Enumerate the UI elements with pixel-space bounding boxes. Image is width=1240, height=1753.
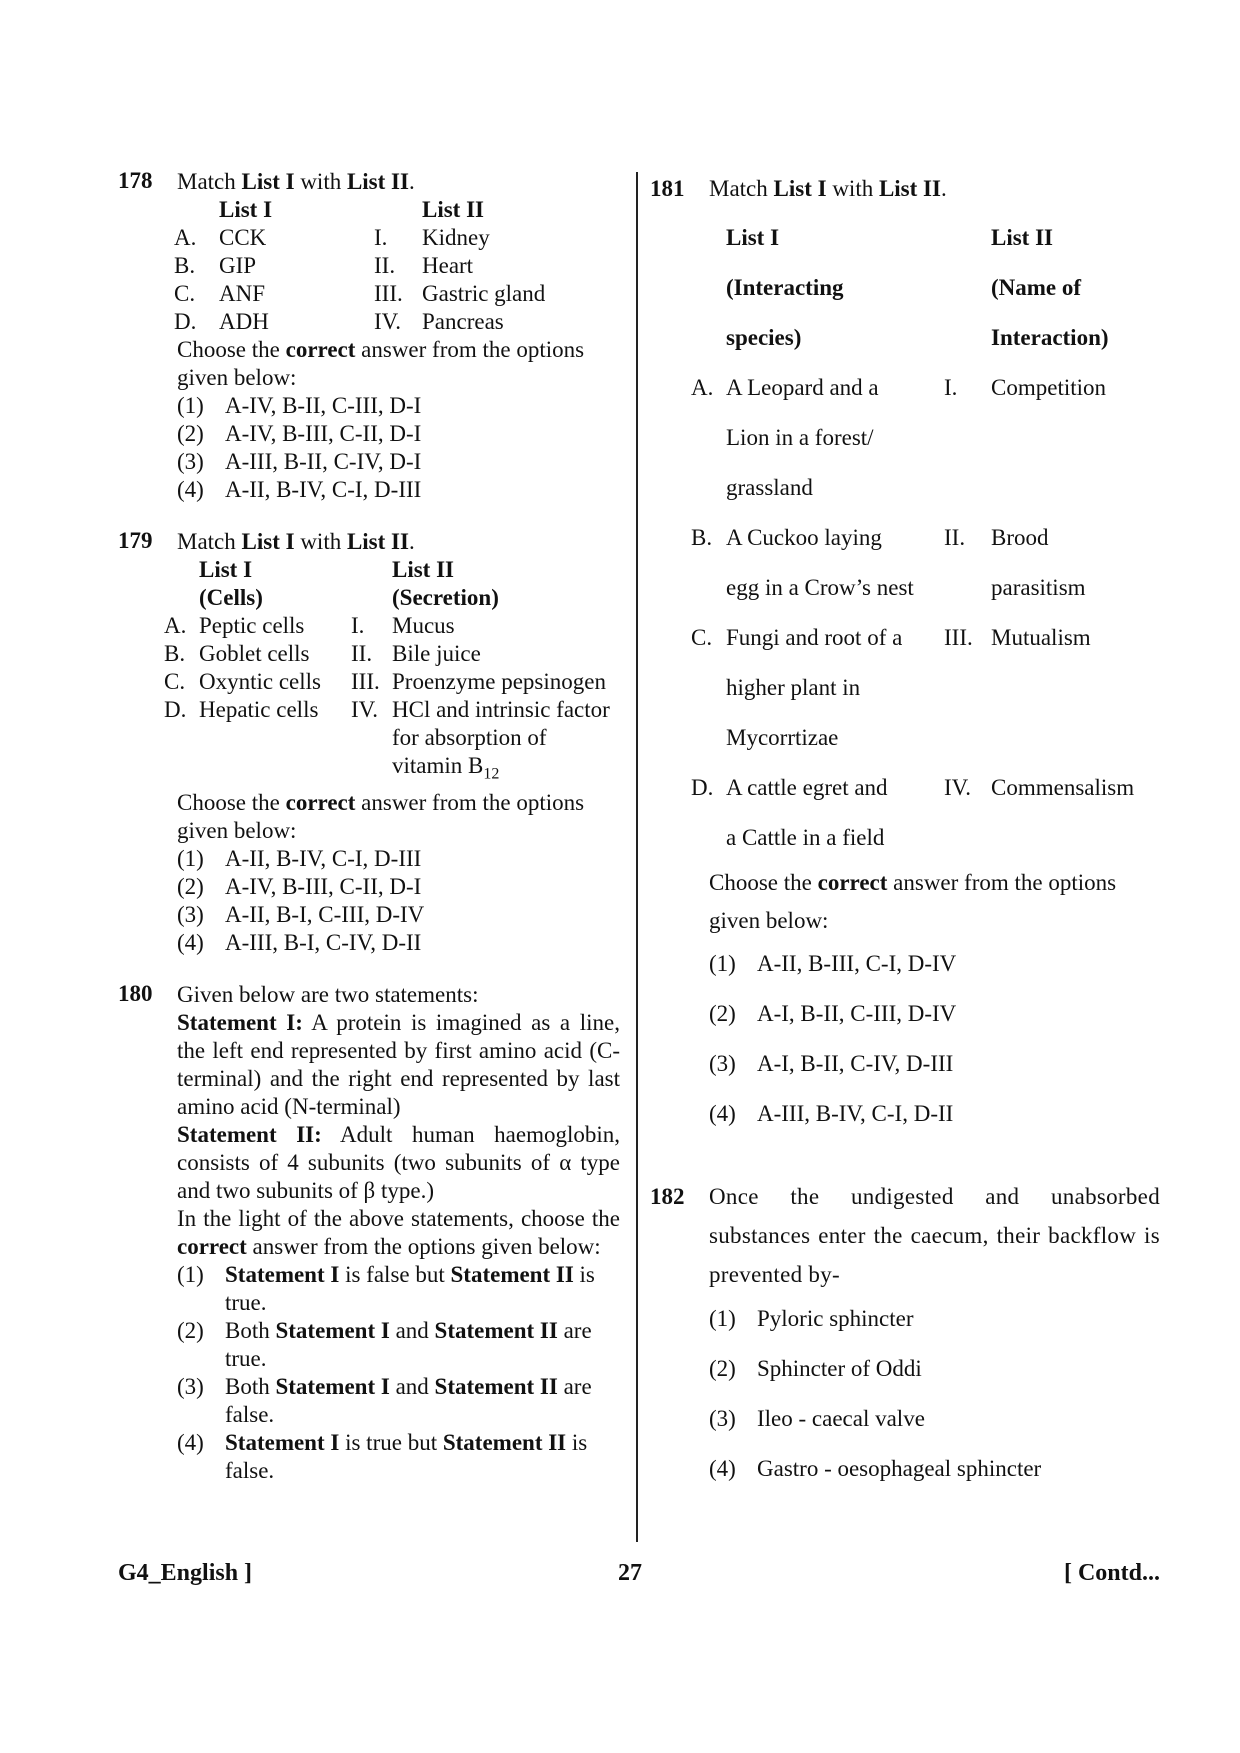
table-header: species) Interaction) xyxy=(726,325,1109,350)
table-row: C. Oxyntic cells III. Proenzyme pepsinogen xyxy=(164,669,606,694)
right-column xyxy=(650,175,1160,1494)
question-179 xyxy=(118,528,620,957)
statement-2: Statement II: Adult human haemoglobin, consists of 4 subunits (two subunits of α type and two subunits of β type.) xyxy=(177,1121,620,1203)
match-table xyxy=(164,556,610,789)
table-row: D. ADH IV. Pancreas xyxy=(174,309,504,334)
option-2[interactable]: (2) Both Statement I and Statement II are true. xyxy=(177,1317,592,1371)
question-178 xyxy=(118,168,620,504)
question-intro: Given below are two statements: xyxy=(177,981,479,1007)
table-row: a Cattle in a field xyxy=(726,825,885,850)
left-column xyxy=(118,168,620,1485)
table-row: higher plant in xyxy=(726,675,861,700)
option-1[interactable]: (1) A-II, B-III, C-I, D-IV xyxy=(709,951,957,976)
page-number: 27 xyxy=(618,1560,642,1586)
table-header: List I List II xyxy=(726,225,1053,250)
option-1[interactable]: (1) Statement I is false but Statement II is true. xyxy=(177,1261,595,1315)
match-table xyxy=(691,213,1134,863)
statement-1: Statement I: A protein is imagined as a line, the left end represented by first amino acid (C-terminal) and the right end represented by last amino acid (N-terminal) xyxy=(177,1009,620,1119)
question-stem: Match List I with List II. xyxy=(177,169,415,194)
table-row: Mycorrtizae xyxy=(726,725,839,750)
option-4[interactable]: (4) Statement I is true but Statement II is false. xyxy=(177,1429,588,1483)
option-1[interactable]: (1) Pyloric sphincter xyxy=(709,1306,914,1331)
option-2[interactable]: (2) A-IV, B-III, C-II, D-I xyxy=(177,421,422,446)
question-number: 179 xyxy=(118,528,153,553)
question-stem: Match List I with List II. xyxy=(709,176,947,201)
option-3[interactable]: (3) A-III, B-II, C-IV, D-I xyxy=(177,449,422,474)
table-row: Lion in a forest/ xyxy=(726,425,874,450)
continued-label: [ Contd... xyxy=(1063,1560,1160,1586)
table-row: C. Fungi and root of a III. Mutualism xyxy=(691,625,1091,650)
table-row: B. Goblet cells II. Bile juice xyxy=(164,641,481,666)
option-3[interactable]: (3) A-I, B-II, C-IV, D-III xyxy=(709,1051,954,1076)
table-row: D. Hepatic cells IV. HCl and intrinsic factor xyxy=(164,697,610,722)
table-row: A. Peptic cells I. Mucus xyxy=(164,613,455,638)
option-3[interactable]: (3) A-II, B-I, C-III, D-IV xyxy=(177,901,425,927)
table-header: List I List II xyxy=(199,557,454,582)
option-4[interactable]: (4) A-II, B-IV, C-I, D-III xyxy=(177,477,422,502)
table-row: vitamin $B_{12}$ xyxy=(392,753,500,783)
paper-code: G4_English ] xyxy=(118,1560,253,1586)
table-row: grassland xyxy=(726,475,813,500)
question-number: 181 xyxy=(650,176,685,201)
instruction-cont: given below: xyxy=(177,365,297,390)
table-row: B. A Cuckoo laying II. Brood xyxy=(691,525,1049,550)
table-header: (Interacting (Name of xyxy=(726,275,1082,300)
table-row: for absorption of xyxy=(392,725,547,750)
question-number: 182 xyxy=(650,1184,685,1209)
table-row: egg in a Crow’s nest parasitism xyxy=(726,575,1086,600)
table-row: A. CCK I. Kidney xyxy=(174,225,490,250)
option-3[interactable]: (3) Both Statement I and Statement II are false. xyxy=(177,1373,592,1427)
table-header: (Cells) (Secretion) xyxy=(199,585,499,610)
option-3[interactable]: (3) Ileo - caecal valve xyxy=(709,1406,925,1431)
question-181 xyxy=(650,175,1160,1139)
table-row: D. A cattle egret and IV. Commensalism xyxy=(691,775,1135,800)
option-2[interactable]: (2) A-IV, B-III, C-II, D-I xyxy=(177,873,422,899)
question-180 xyxy=(118,981,620,1485)
instruction-cont: given below: xyxy=(177,817,297,843)
column-divider xyxy=(636,172,638,1542)
match-table xyxy=(174,196,545,336)
option-4[interactable]: (4) A-III, B-I, C-IV, D-II xyxy=(177,929,422,955)
question-number: 178 xyxy=(118,168,153,193)
option-4[interactable]: (4) Gastro - oesophageal sphincter xyxy=(709,1456,1042,1481)
option-1[interactable]: (1) A-II, B-IV, C-I, D-III xyxy=(177,845,422,871)
table-header: List I List II xyxy=(219,197,484,222)
table-row: B. GIP II. Heart xyxy=(174,253,474,278)
option-4[interactable]: (4) A-III, B-IV, C-I, D-II xyxy=(709,1101,954,1126)
instruction: Choose the correct answer from the options xyxy=(177,789,585,815)
instruction: Choose the correct answer from the options xyxy=(709,870,1117,895)
instruction-cont: given below: xyxy=(709,908,829,933)
question-number: 180 xyxy=(118,980,153,1006)
question-stem: Match List I with List II. xyxy=(177,529,415,554)
option-1[interactable]: (1) A-IV, B-II, C-III, D-I xyxy=(177,393,422,418)
question-stem: Once the undigested and unabsorbed substances enter the caecum, their backflow is prevented by- xyxy=(709,1184,1160,1287)
table-row: C. ANF III. Gastric gland xyxy=(174,281,546,306)
instruction: In the light of the above statements, choose the correct answer from the options given below: xyxy=(177,1205,620,1259)
table-row: A. A Leopard and a I. Competition xyxy=(691,375,1106,400)
option-2[interactable]: (2) Sphincter of Oddi xyxy=(709,1356,922,1381)
question-182 xyxy=(650,1177,1160,1494)
instruction: Choose the correct answer from the options xyxy=(177,337,585,362)
option-2[interactable]: (2) A-I, B-II, C-III, D-IV xyxy=(709,1001,957,1026)
